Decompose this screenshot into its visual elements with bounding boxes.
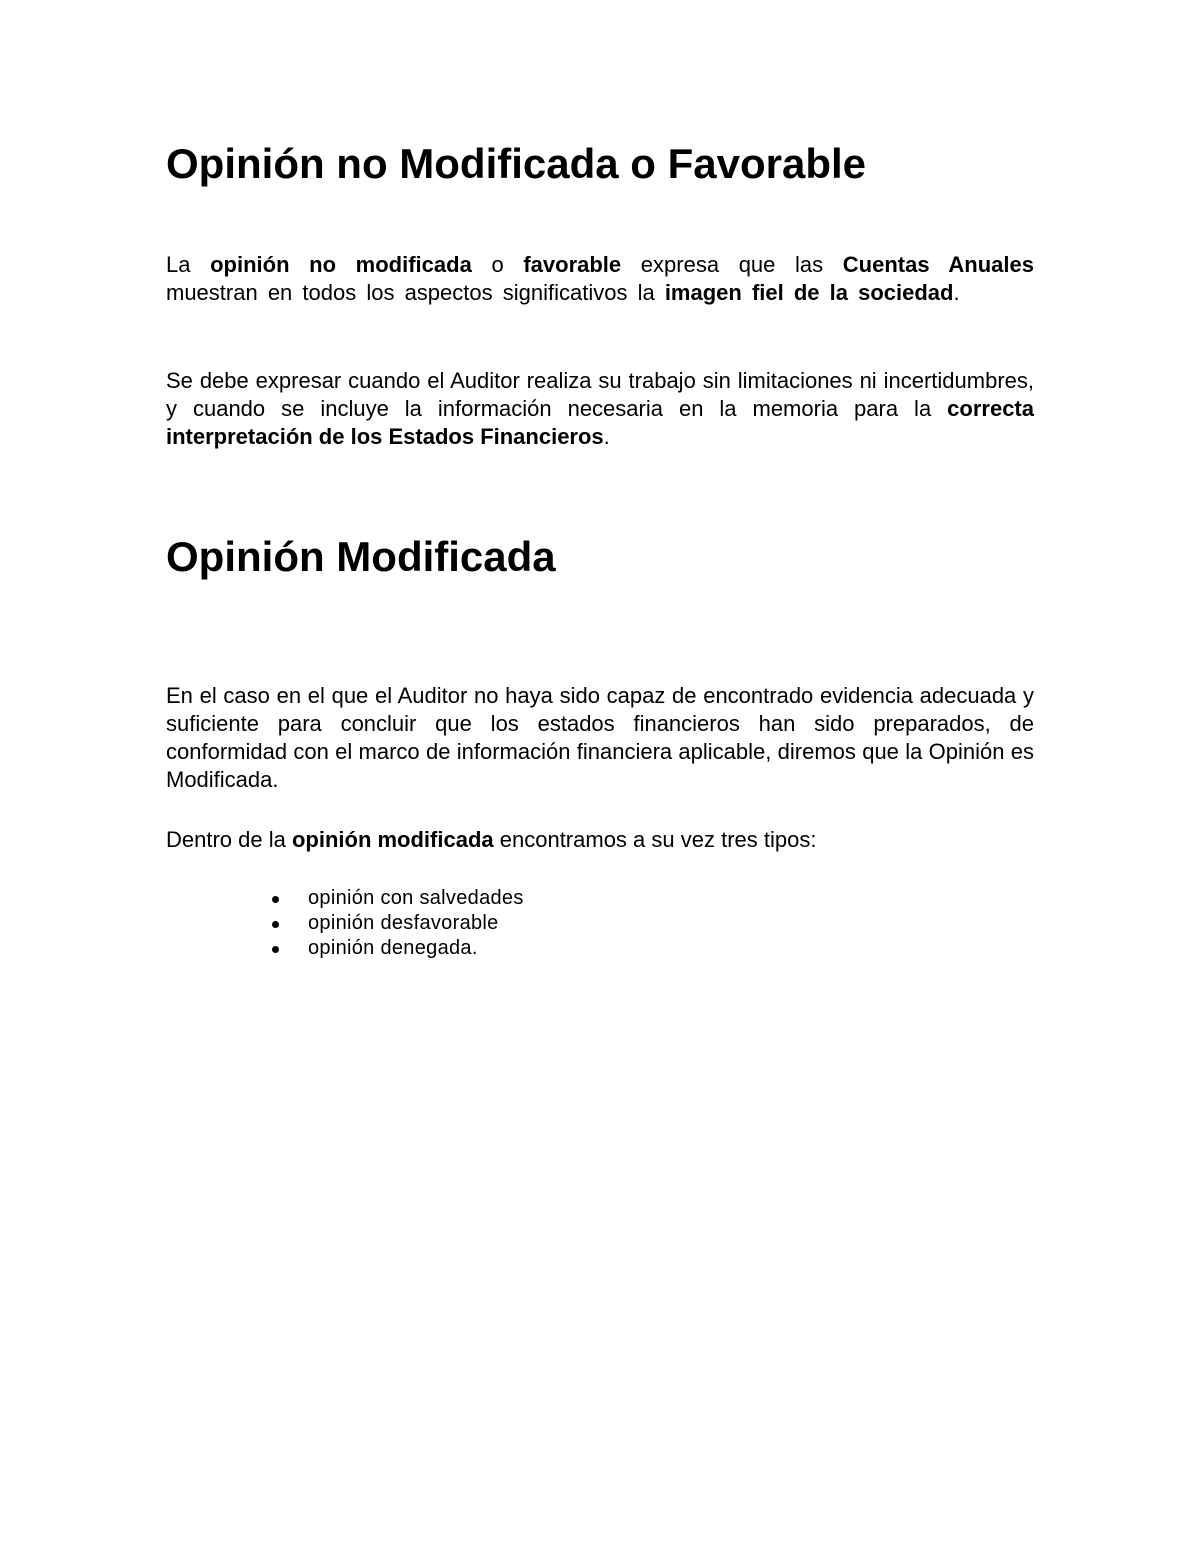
text-run: La	[166, 252, 211, 277]
list-item-label: opinión con salvedades	[308, 887, 524, 909]
text-run: o	[471, 252, 524, 277]
text-run: encontramos a su vez tres tipos:	[493, 827, 817, 852]
bold-term: imagen fiel de la sociedad	[664, 280, 954, 305]
bullet-icon	[272, 921, 279, 928]
text-run: Dentro de la	[166, 827, 292, 852]
list-item-label: opinión denegada.	[308, 937, 478, 959]
list-item	[260, 911, 524, 936]
section-heading-modified: Opinión Modificada	[166, 533, 556, 580]
bullet-icon	[272, 896, 279, 903]
list-item	[260, 886, 524, 911]
text-run: Se debe expresar cuando el Auditor realiza su trabajo sin limitaciones ni incertidumbres, y cuando se incluye la información necesaria en la memoria para la	[166, 368, 1034, 421]
paragraph-favorable-definition	[166, 251, 1034, 307]
text-run: expresa que las	[621, 252, 843, 277]
section-heading-favorable: Opinión no Modificada o Favorable	[166, 140, 867, 187]
bold-term: favorable	[523, 252, 622, 277]
text-run: .	[603, 424, 610, 449]
bold-term: opinión modificada	[291, 827, 494, 852]
list-item-label: opinión desfavorable	[308, 912, 499, 934]
bold-term: correcta interpretación de los Estados Financieros	[166, 396, 1034, 449]
bullet-icon	[272, 946, 279, 953]
text-run: muestran en todos los aspectos significativos la	[166, 280, 665, 305]
bold-term: Cuentas Anuales	[842, 252, 1034, 277]
opinion-types-list	[260, 886, 524, 961]
paragraph-modified-types-intro	[166, 826, 1034, 854]
paragraph-modified-definition: En el caso en el que el Auditor no haya sido capaz de encontrado evidencia adecuada y suficiente para concluir que los estados financieros han sido preparados, de conformidad con el marco de información financiera aplicable, diremos que la Opinión es Modificada.	[166, 683, 1034, 792]
list-item	[260, 936, 524, 961]
paragraph-favorable-conditions	[166, 367, 1034, 451]
text-run: .	[953, 280, 960, 305]
bold-term: opinión no modificada	[210, 252, 472, 277]
